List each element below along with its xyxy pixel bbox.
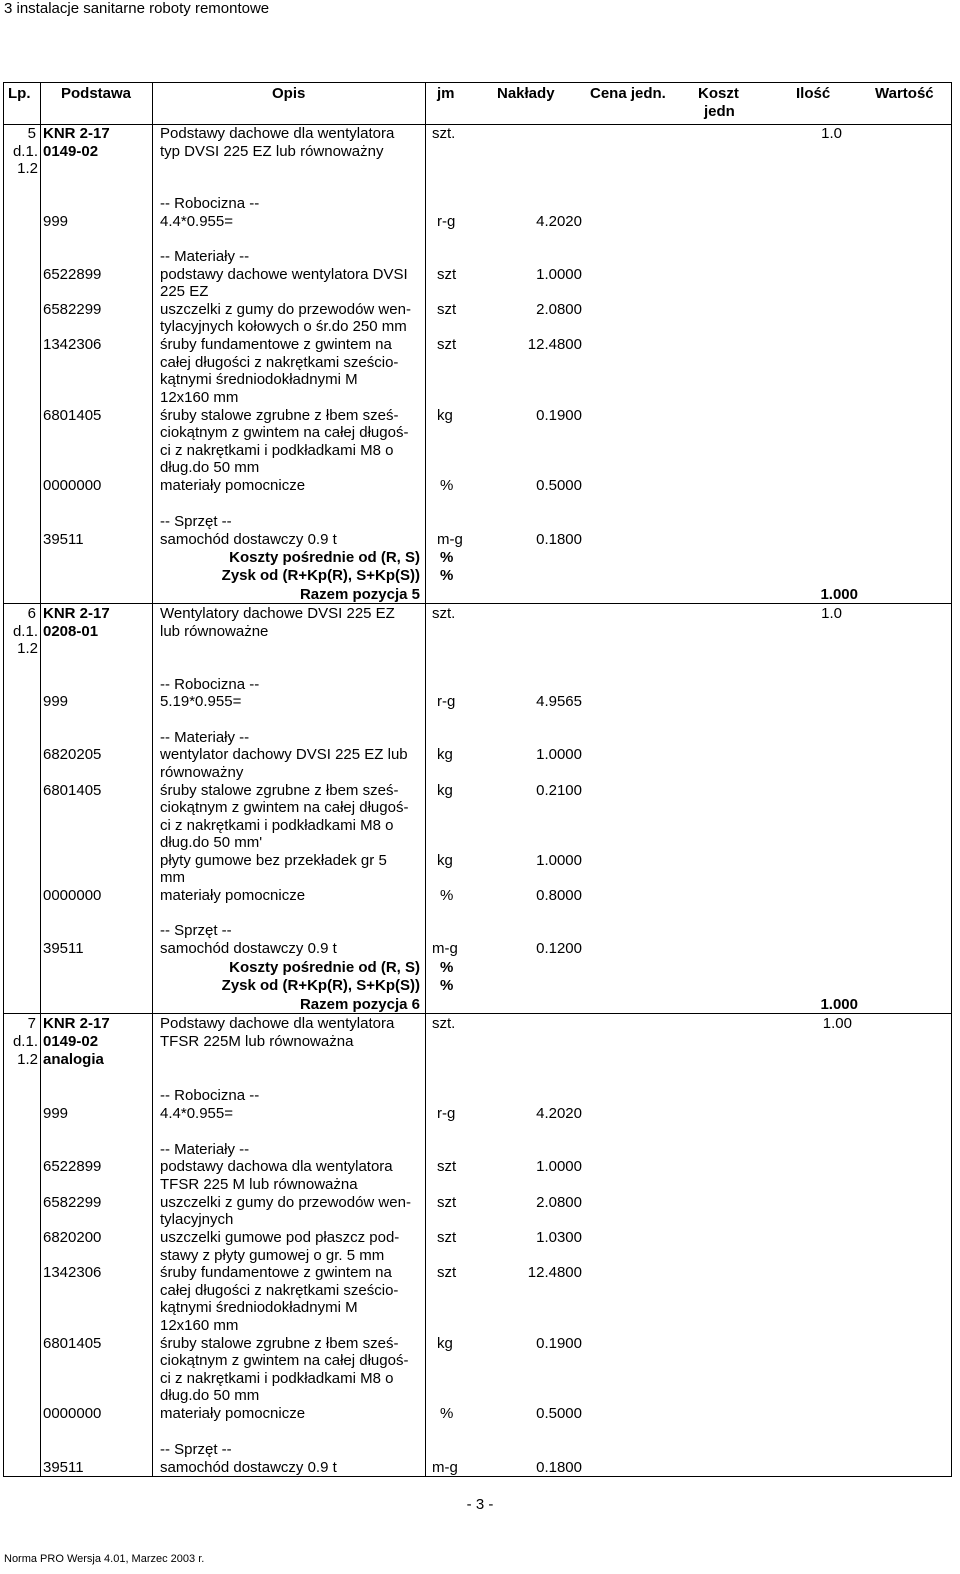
position-lp: 7	[27, 1015, 36, 1032]
material-code: 1342306	[43, 336, 102, 353]
equipment-code: 39511	[43, 531, 84, 548]
material-unit: szt	[437, 1229, 457, 1246]
material-value: 12.4800	[527, 1264, 582, 1281]
equipment-unit: m-g	[432, 1459, 458, 1476]
material-description: ci z nakrętkami i podkładkami M8 o	[160, 442, 394, 459]
material-unit: kg	[437, 852, 453, 869]
material-description: śruby stalowe zgrubne z łbem sześ-	[160, 782, 399, 799]
labor-value: 4.9565	[536, 693, 582, 710]
material-code: 6801405	[43, 782, 102, 799]
material-unit: szt	[437, 301, 457, 318]
indirect-costs-unit: %	[440, 549, 454, 566]
material-value: 0.1900	[536, 407, 582, 424]
material-description: uszczelki gumowe pod płaszcz pod-	[160, 1229, 400, 1246]
material-description: materiały pomocnicze	[160, 887, 306, 904]
material-description: kątnymi średniodokładnymi M	[160, 371, 358, 388]
material-description: ciokątnym z gwintem na całej długoś-	[160, 1352, 409, 1369]
labor-value: 4.2020	[536, 1105, 582, 1122]
material-value: 0.5000	[536, 477, 582, 494]
position-basis-code: 0208-01	[43, 623, 99, 640]
material-code: 6582299	[43, 301, 102, 318]
material-code: 1342306	[43, 1264, 102, 1281]
material-description: dług.do 50 mm'	[160, 834, 263, 851]
position-lp-sub: 1.2	[17, 1051, 38, 1068]
material-description: 12x160 mm	[160, 389, 239, 406]
equipment-name: samochód dostawczy 0.9 t	[160, 1459, 337, 1476]
header-koszt: Koszt	[698, 85, 739, 102]
position-total-quantity: 1.000	[820, 996, 858, 1013]
material-description: wentylator dachowy DVSI 225 EZ lub	[160, 746, 408, 763]
labor-unit: r-g	[437, 1105, 456, 1122]
material-code: 6801405	[43, 407, 102, 424]
labor-heading: -- Robocizna --	[160, 1087, 260, 1104]
material-description: śruby stalowe zgrubne z łbem sześ-	[160, 407, 399, 424]
material-unit: %	[440, 1405, 454, 1422]
material-description: podstawy dachowe wentylatora DVSI	[160, 266, 408, 283]
position-total-label: Razem pozycja 6	[299, 996, 420, 1013]
position-unit: szt.	[432, 605, 456, 622]
material-unit: szt	[437, 1194, 457, 1211]
equipment-name: samochód dostawczy 0.9 t	[160, 940, 337, 957]
material-value: 12.4800	[527, 336, 582, 353]
labor-formula: 4.4*0.955=	[160, 1105, 233, 1122]
labor-heading: -- Robocizna --	[160, 195, 260, 212]
material-description: uszczelki z gumy do przewodów wen-	[160, 301, 411, 318]
profit-unit: %	[440, 977, 454, 994]
material-description: uszczelki z gumy do przewodów wen-	[160, 1194, 411, 1211]
labor-unit: r-g	[437, 213, 456, 230]
material-code: 6820200	[43, 1229, 102, 1246]
document-title: 3 instalacje sanitarne roboty remontowe	[4, 0, 270, 17]
labor-code: 999	[43, 693, 69, 710]
equipment-value: 0.1200	[536, 940, 582, 957]
page-number: - 3 -	[466, 1496, 494, 1513]
material-description: śruby fundamentowe z gwintem na	[160, 1264, 392, 1281]
estimate-table-frame	[3, 82, 952, 1477]
material-description: stawy z płyty gumowej o gr. 5 mm	[160, 1247, 385, 1264]
material-description: ciokątnym z gwintem na całej długoś-	[160, 424, 409, 441]
equipment-unit: m-g	[432, 940, 458, 957]
material-description: dług.do 50 mm	[160, 459, 260, 476]
material-value: 2.0800	[536, 1194, 582, 1211]
indirect-costs-label: Koszty pośrednie od (R, S)	[229, 959, 420, 976]
material-code: 6582299	[43, 1194, 102, 1211]
material-code: 6801405	[43, 1335, 102, 1352]
material-description: całej długości z nakrętkami sześcio-	[160, 354, 399, 371]
material-unit: kg	[437, 407, 453, 424]
material-description: ci z nakrętkami i podkładkami M8 o	[160, 1370, 394, 1387]
material-value: 1.0300	[536, 1229, 582, 1246]
equipment-heading: -- Sprzęt --	[160, 1441, 232, 1458]
material-unit: %	[440, 477, 454, 494]
material-value: 2.0800	[536, 301, 582, 318]
position-lp-sub: 1.2	[17, 160, 38, 177]
material-description: ci z nakrętkami i podkładkami M8 o	[160, 817, 394, 834]
profit-label: Zysk od (R+Kp(R), S+Kp(S))	[221, 977, 420, 994]
indirect-costs-unit: %	[440, 959, 454, 976]
position-lp: 5	[27, 125, 36, 142]
material-value: 1.0000	[536, 746, 582, 763]
material-description: tylacyjnych	[160, 1211, 234, 1228]
material-description: całej długości z nakrętkami sześcio-	[160, 1282, 399, 1299]
equipment-unit: m-g	[437, 531, 463, 548]
position-description: TFSR 225M lub równoważna	[160, 1033, 354, 1050]
material-value: 0.1900	[536, 1335, 582, 1352]
equipment-code: 39511	[43, 1459, 84, 1476]
position-basis-code: 0149-02	[43, 143, 99, 160]
position-lp-section: d.1.	[12, 623, 38, 640]
position-description: Wentylatory dachowe DVSI 225 EZ	[160, 605, 395, 622]
header-cena: Cena jedn.	[590, 85, 666, 102]
material-unit: szt	[437, 336, 457, 353]
indirect-costs-label: Koszty pośrednie od (R, S)	[229, 549, 420, 566]
equipment-heading: -- Sprzęt --	[160, 513, 232, 530]
position-basis: KNR 2-17	[43, 125, 110, 142]
material-description: TFSR 225 M lub równoważna	[160, 1176, 358, 1193]
material-code: 0000000	[43, 1405, 102, 1422]
column-rule-lp	[40, 82, 41, 1477]
profit-label: Zysk od (R+Kp(R), S+Kp(S))	[221, 567, 420, 584]
header-koszt-jedn: jedn	[704, 103, 735, 120]
header-jm: jm	[437, 85, 455, 102]
material-unit: szt	[437, 1264, 457, 1281]
header-lp: Lp.	[8, 85, 31, 102]
header-naklady: Nakłady	[497, 85, 555, 102]
position-basis-note: analogia	[43, 1051, 104, 1068]
equipment-code: 39511	[43, 940, 84, 957]
material-unit: kg	[437, 1335, 453, 1352]
position-description: typ DVSI 225 EZ lub równoważny	[160, 143, 384, 160]
position-description: lub równoważne	[160, 623, 269, 640]
material-description: tylacyjnych kołowych o śr.do 250 mm	[160, 318, 407, 335]
position-basis: KNR 2-17	[43, 605, 110, 622]
header-ilosc: Ilość	[796, 85, 831, 102]
materials-heading: -- Materiały --	[160, 248, 250, 265]
labor-heading: -- Robocizna --	[160, 676, 260, 693]
header-podstawa: Podstawa	[61, 85, 132, 102]
material-description: śruby fundamentowe z gwintem na	[160, 336, 392, 353]
position-unit: szt.	[432, 1015, 456, 1032]
material-code: 6522899	[43, 266, 102, 283]
position-quantity: 1.0	[821, 125, 842, 142]
column-rule-podstawa	[152, 82, 153, 1477]
position-description: Podstawy dachowe dla wentylatora	[160, 1015, 395, 1032]
material-description: równoważny	[160, 764, 244, 781]
equipment-heading: -- Sprzęt --	[160, 922, 232, 939]
material-description: podstawy dachowa dla wentylatora	[160, 1158, 393, 1175]
material-unit: kg	[437, 746, 453, 763]
labor-code: 999	[43, 213, 69, 230]
material-value: 1.0000	[536, 852, 582, 869]
material-value: 0.5000	[536, 1405, 582, 1422]
position-basis: KNR 2-17	[43, 1015, 110, 1032]
header-opis: Opis	[272, 85, 306, 102]
material-unit: kg	[437, 782, 453, 799]
material-unit: szt	[437, 266, 457, 283]
position-lp-section: d.1.	[12, 1033, 38, 1050]
equipment-value: 0.1800	[536, 1459, 582, 1476]
materials-heading: -- Materiały --	[160, 729, 250, 746]
material-description: 225 EZ	[160, 283, 209, 300]
labor-value: 4.2020	[536, 213, 582, 230]
software-version: Norma PRO Wersja 4.01, Marzec 2003 r.	[4, 1553, 205, 1565]
labor-formula: 4.4*0.955=	[160, 213, 233, 230]
equipment-value: 0.1800	[536, 531, 582, 548]
materials-heading: -- Materiały --	[160, 1141, 250, 1158]
position-description: Podstawy dachowe dla wentylatora	[160, 125, 395, 142]
material-code: 0000000	[43, 477, 102, 494]
material-value: 1.0000	[536, 266, 582, 283]
position-quantity: 1.00	[822, 1015, 852, 1032]
material-description: ciokątnym z gwintem na całej długoś-	[160, 799, 409, 816]
labor-code: 999	[43, 1105, 69, 1122]
material-description: materiały pomocnicze	[160, 1405, 306, 1422]
position-total-label: Razem pozycja 5	[299, 586, 420, 603]
material-value: 1.0000	[536, 1158, 582, 1175]
material-description: kątnymi średniodokładnymi M	[160, 1299, 358, 1316]
position-lp: 6	[27, 605, 36, 622]
material-description: śruby stalowe zgrubne z łbem sześ-	[160, 1335, 399, 1352]
column-rule-opis	[425, 82, 426, 1477]
material-unit: %	[440, 887, 454, 904]
material-code: 0000000	[43, 887, 102, 904]
position-lp-section: d.1.	[12, 143, 38, 160]
material-value: 0.8000	[536, 887, 582, 904]
position-unit: szt.	[432, 125, 456, 142]
material-description: płyty gumowe bez przekładek gr 5	[160, 852, 387, 869]
position-lp-sub: 1.2	[17, 640, 38, 657]
position-quantity: 1.0	[821, 605, 842, 622]
material-description: materiały pomocnicze	[160, 477, 306, 494]
position-basis-code: 0149-02	[43, 1033, 99, 1050]
material-value: 0.2100	[536, 782, 582, 799]
profit-unit: %	[440, 567, 454, 584]
header-wartosc: Wartość	[875, 85, 934, 102]
position-total-quantity: 1.000	[820, 586, 858, 603]
material-description: 12x160 mm	[160, 1317, 239, 1334]
material-code: 6522899	[43, 1158, 102, 1175]
material-description: mm	[160, 869, 185, 886]
labor-formula: 5.19*0.955=	[160, 693, 242, 710]
equipment-name: samochód dostawczy 0.9 t	[160, 531, 337, 548]
material-description: dług.do 50 mm	[160, 1387, 260, 1404]
material-unit: szt	[437, 1158, 457, 1175]
labor-unit: r-g	[437, 693, 456, 710]
material-code: 6820205	[43, 746, 102, 763]
